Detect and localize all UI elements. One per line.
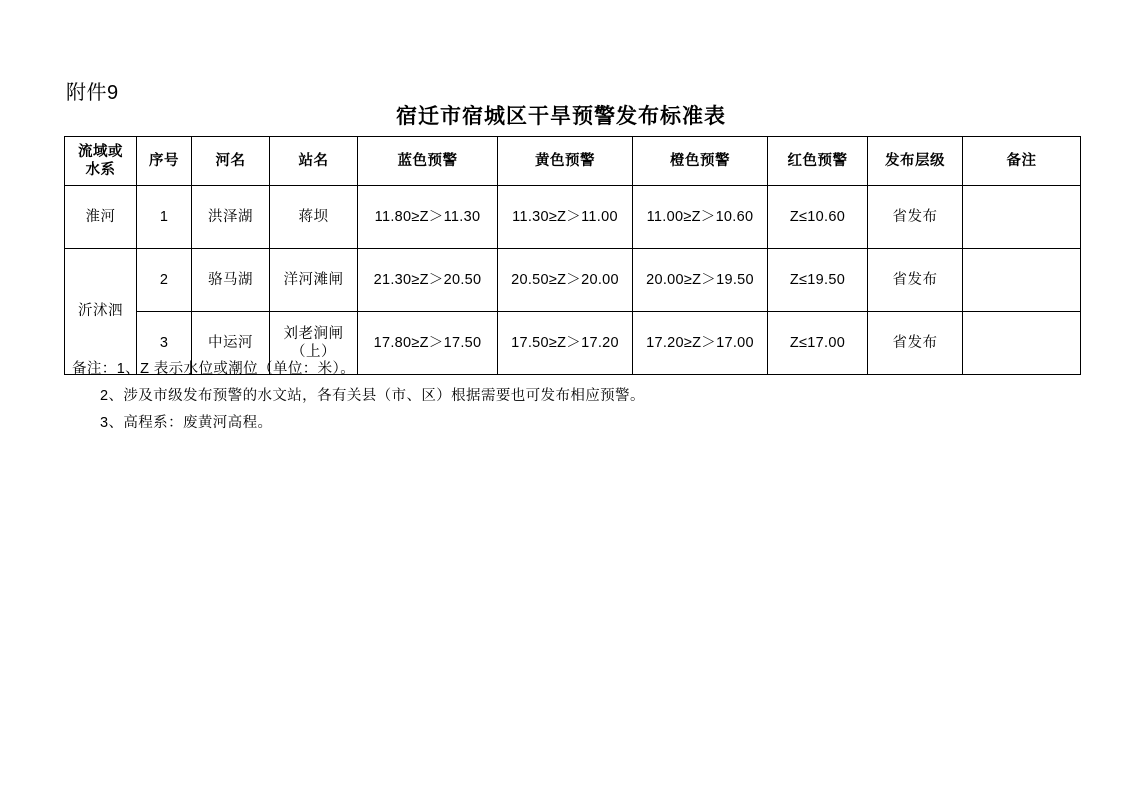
column-header-basin: [65, 137, 137, 186]
table-header-row: [65, 137, 1081, 186]
table-notes: [72, 356, 1072, 436]
cell-red-warning: Z≤10.60: [768, 186, 868, 249]
column-header-station: 站名: [270, 137, 358, 186]
column-header-basin-line1: 流域或: [78, 143, 123, 160]
cell-index: 3: [137, 312, 192, 375]
cell-release-level: 省发布: [868, 312, 963, 375]
cell-release-level: 省发布: [868, 186, 963, 249]
cell-basin: 淮河: [65, 186, 137, 249]
cell-river: 骆马湖: [192, 249, 270, 312]
cell-remark: [963, 249, 1081, 312]
cell-blue-warning: 21.30≥Z＞20.50: [358, 249, 498, 312]
note-line-2: 2、涉及市级发布预警的水文站，各有关县（市、区）根据需要也可发布相应预警。: [100, 387, 645, 404]
column-header-index: 序号: [137, 137, 192, 186]
column-header-basin-line2: 水系: [85, 162, 116, 178]
cell-red-warning: Z≤19.50: [768, 249, 868, 312]
cell-river: 洪泽湖: [192, 186, 270, 249]
cell-orange-warning: 17.20≥Z＞17.00: [633, 312, 768, 375]
cell-station-line1: 刘老涧闸: [283, 325, 344, 342]
cell-remark: [963, 186, 1081, 249]
column-header-red-warning: 红色预警: [768, 137, 868, 186]
cell-yellow-warning: 17.50≥Z＞17.20: [498, 312, 633, 375]
cell-orange-warning: 11.00≥Z＞10.60: [633, 186, 768, 249]
cell-index: 1: [137, 186, 192, 249]
cell-release-level: 省发布: [868, 249, 963, 312]
cell-yellow-warning: 11.30≥Z＞11.00: [498, 186, 633, 249]
cell-index: 2: [137, 249, 192, 312]
column-header-orange-warning: 橙色预警: [633, 137, 768, 186]
column-header-river: 河名: [192, 137, 270, 186]
cell-red-warning: Z≤17.00: [768, 312, 868, 375]
cell-yellow-warning: 20.50≥Z＞20.00: [498, 249, 633, 312]
column-header-release-level: 发布层级: [868, 137, 963, 186]
attachment-label: 附件9: [66, 82, 119, 104]
cell-blue-warning: 11.80≥Z＞11.30: [358, 186, 498, 249]
cell-station: 蒋坝: [270, 186, 358, 249]
table-row: [65, 186, 1081, 249]
note-line-1: 备注：1、Z 表示水位或潮位（单位：米）。: [72, 361, 356, 377]
cell-basin: 沂沭泗: [65, 249, 137, 375]
table-row: [65, 249, 1081, 312]
cell-orange-warning: 20.00≥Z＞19.50: [633, 249, 768, 312]
note-line-3: 3、高程系：废黄河高程。: [100, 414, 273, 431]
column-header-remark: 备注: [963, 137, 1081, 186]
cell-station: 洋河滩闸: [270, 249, 358, 312]
column-header-blue-warning: 蓝色预警: [358, 137, 498, 186]
cell-river: 中运河: [192, 312, 270, 375]
column-header-yellow-warning: 黄色预警: [498, 137, 633, 186]
page-title: 宿迁市宿城区干旱预警发布标准表: [396, 105, 726, 128]
cell-station-line2: （上）: [291, 344, 336, 360]
warning-standard-table: [64, 136, 1081, 375]
cell-blue-warning: 17.80≥Z＞17.50: [358, 312, 498, 375]
